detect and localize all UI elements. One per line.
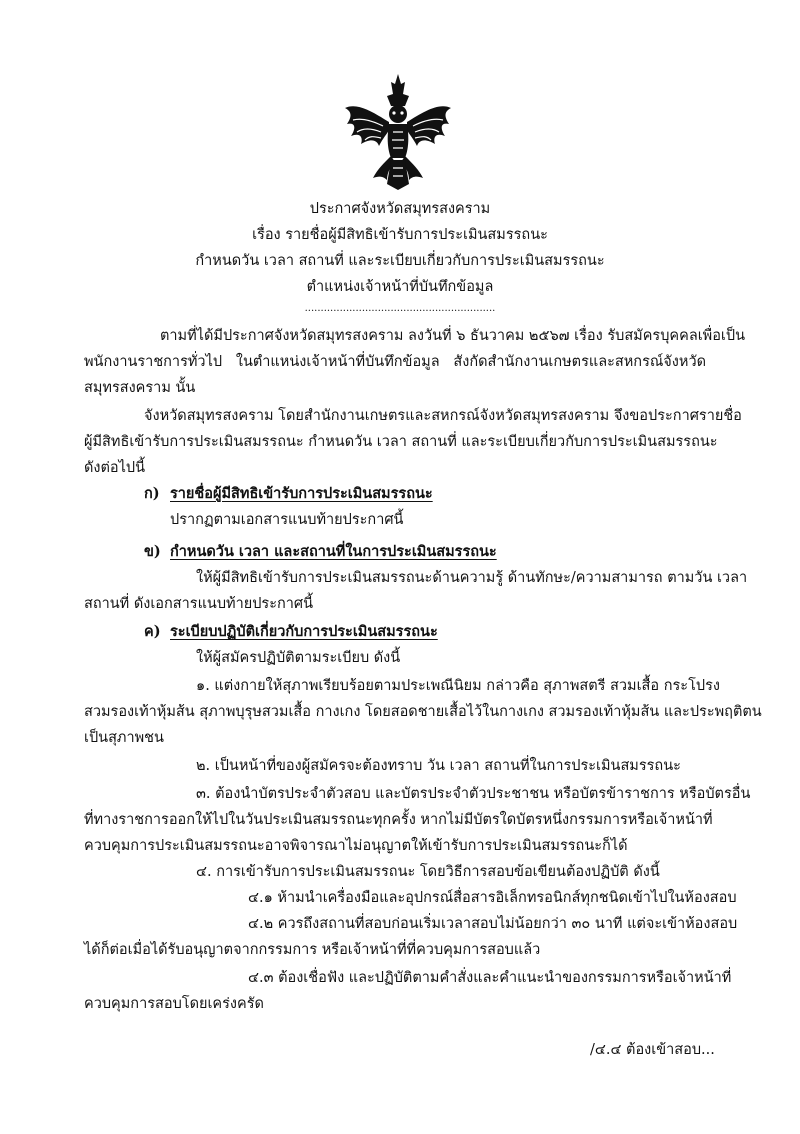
section-c-title: ระเบียบปฏิบัติเกี่ยวกับการประเมินสมรรถนะ [170, 623, 438, 640]
rule-4: ๔. การเข้ารับการประเมินสมรรถนะ โดยวิธีการสอบข้อเขียนต้องปฏิบัติ ดังนี้ [196, 864, 660, 880]
section-b-body-line2: สถานที่ ดังเอกสารแนบท้ายประกาศนี้ [84, 596, 314, 612]
rule-1-line3: เป็นสุภาพชน [84, 730, 164, 746]
header-dots: ............................................................ [304, 303, 496, 314]
intro-p2-line1: จังหวัดสมุทรสงคราม โดยสำนักงานเกษตรและสหกรณ์จังหวัดสมุทรสงคราม จึงขอประกาศรายชื่อ [144, 408, 742, 424]
rule-1-line2: สวมรองเท้าหุ้มส้น สุภาพบุรุษสวมเสื้อ กางเกง โดยสอดชายเสื้อไว้ในกางเกง สวมรองเท้าหุ้มส้น และประพฤติตน [84, 704, 762, 720]
section-c-label: ค) [144, 623, 161, 640]
header-title: ประกาศจังหวัดสมุทรสงคราม [309, 201, 491, 217]
rule-1-line1: ๑. แต่งกายให้สุภาพเรียบร้อยตามประเพณีนิยม กล่าวคือ สุภาพสตรี สวมเสื้อ กระโปรง [196, 678, 720, 694]
rule-4-2-line1: ๔.๒ ควรถึงสถานที่สอบก่อนเริ่มเวลาสอบไม่น้อยกว่า ๓๐ นาที แต่จะเข้าห้องสอบ [248, 916, 738, 932]
intro-p2-line2: ผู้มีสิทธิเข้ารับการประเมินสมรรถนะ กำหนดวัน เวลา สถานที่ และระเบียบเกี่ยวกับการประเมินสมรรถนะ [84, 434, 718, 450]
rule-3-line3: ควบคุมการประเมินสมรรถนะอาจพิจารณาไม่อนุญาตให้เข้ารับการประเมินสมรรถนะก็ได้ [84, 838, 628, 854]
header-subject: เรื่อง รายชื่อผู้มีสิทธิเข้ารับการประเมินสมรรถนะ [252, 227, 548, 243]
rule-4-1: ๔.๑ ห้ามนำเครื่องมือและอุปกรณ์สื่อสารอิเล็กทรอนิกส์ทุกชนิดเข้าไปในห้องสอบ [248, 890, 737, 906]
garuda-emblem-icon [343, 72, 453, 190]
section-a-label: ก) [144, 485, 160, 502]
section-c-intro: ให้ผู้สมัครปฏิบัติตามระเบียบ ดังนี้ [196, 650, 401, 666]
header-position: ตำแหน่งเจ้าหน้าที่บันทึกข้อมูล [306, 279, 494, 295]
rule-4-2-line2: ได้ก็ต่อเมื่อได้รับอนุญาตจากกรรมการ หรือเจ้าหน้าที่ที่ควบคุมการสอบแล้ว [84, 942, 541, 958]
intro-p1-line2: พนักงานราชการทั่วไป ในตำแหน่งเจ้าหน้าที่บันทึกข้อมูล สังกัดสำนักงานเกษตรและสหกรณ์จังหวัด [84, 354, 706, 370]
intro-p2-line3: ดังต่อไปนี้ [84, 460, 146, 476]
rule-3-line1: ๓. ต้องนำบัตรประจำตัวสอบ และบัตรประจำตัวประชาชน หรือบัตรข้าราชการ หรือบัตรอื่น [196, 786, 751, 802]
rule-3-line2: ที่ทางราชการออกให้ไปในวันประเมินสมรรถนะทุกครั้ง หากไม่มีบัตรใดบัตรหนึ่งกรรมการหรือเจ้าหน้าที่ [84, 812, 713, 828]
rule-4-3-line2: ควบคุมการสอบโดยเคร่งครัด [84, 996, 264, 1012]
intro-p1-line3: สมุทรสงคราม นั้น [84, 380, 196, 396]
rule-4-3-line1: ๔.๓ ต้องเชื่อฟัง และปฏิบัติตามคำสั่งและคำแนะนำของกรรมการหรือเจ้าหน้าที่ [248, 970, 732, 986]
section-b-label: ข) [144, 543, 161, 560]
rule-2: ๒. เป็นหน้าที่ของผู้สมัครจะต้องทราบ วัน เวลา สถานที่ในการประเมินสมรรถนะ [196, 758, 681, 774]
section-b-title: กำหนดวัน เวลา และสถานที่ในการประเมินสมรรถนะ [170, 543, 497, 560]
section-a-body: ปรากฏตามเอกสารแนบท้ายประกาศนี้ [170, 512, 404, 528]
intro-p1-line1: ตามที่ได้มีประกาศจังหวัดสมุทรสงคราม ลงวันที่ ๖ ธันวาคม ๒๕๖๗ เรื่อง รับสมัครบุคคลเพื่อเป็น [160, 328, 745, 344]
continued-marker: /๔.๔ ต้องเข้าสอบ... [590, 1042, 715, 1058]
header-subject-line2: กำหนดวัน เวลา สถานที่ และระเบียบเกี่ยวกับการประเมินสมรรถนะ [195, 253, 605, 269]
section-b-body-line1: ให้ผู้มีสิทธิเข้ารับการประเมินสมรรถนะด้านความรู้ ด้านทักษะ/ความสามารถ ตามวัน เวลา [196, 570, 748, 586]
section-a-title: รายชื่อผู้มีสิทธิเข้ารับการประเมินสมรรถนะ [170, 485, 433, 502]
